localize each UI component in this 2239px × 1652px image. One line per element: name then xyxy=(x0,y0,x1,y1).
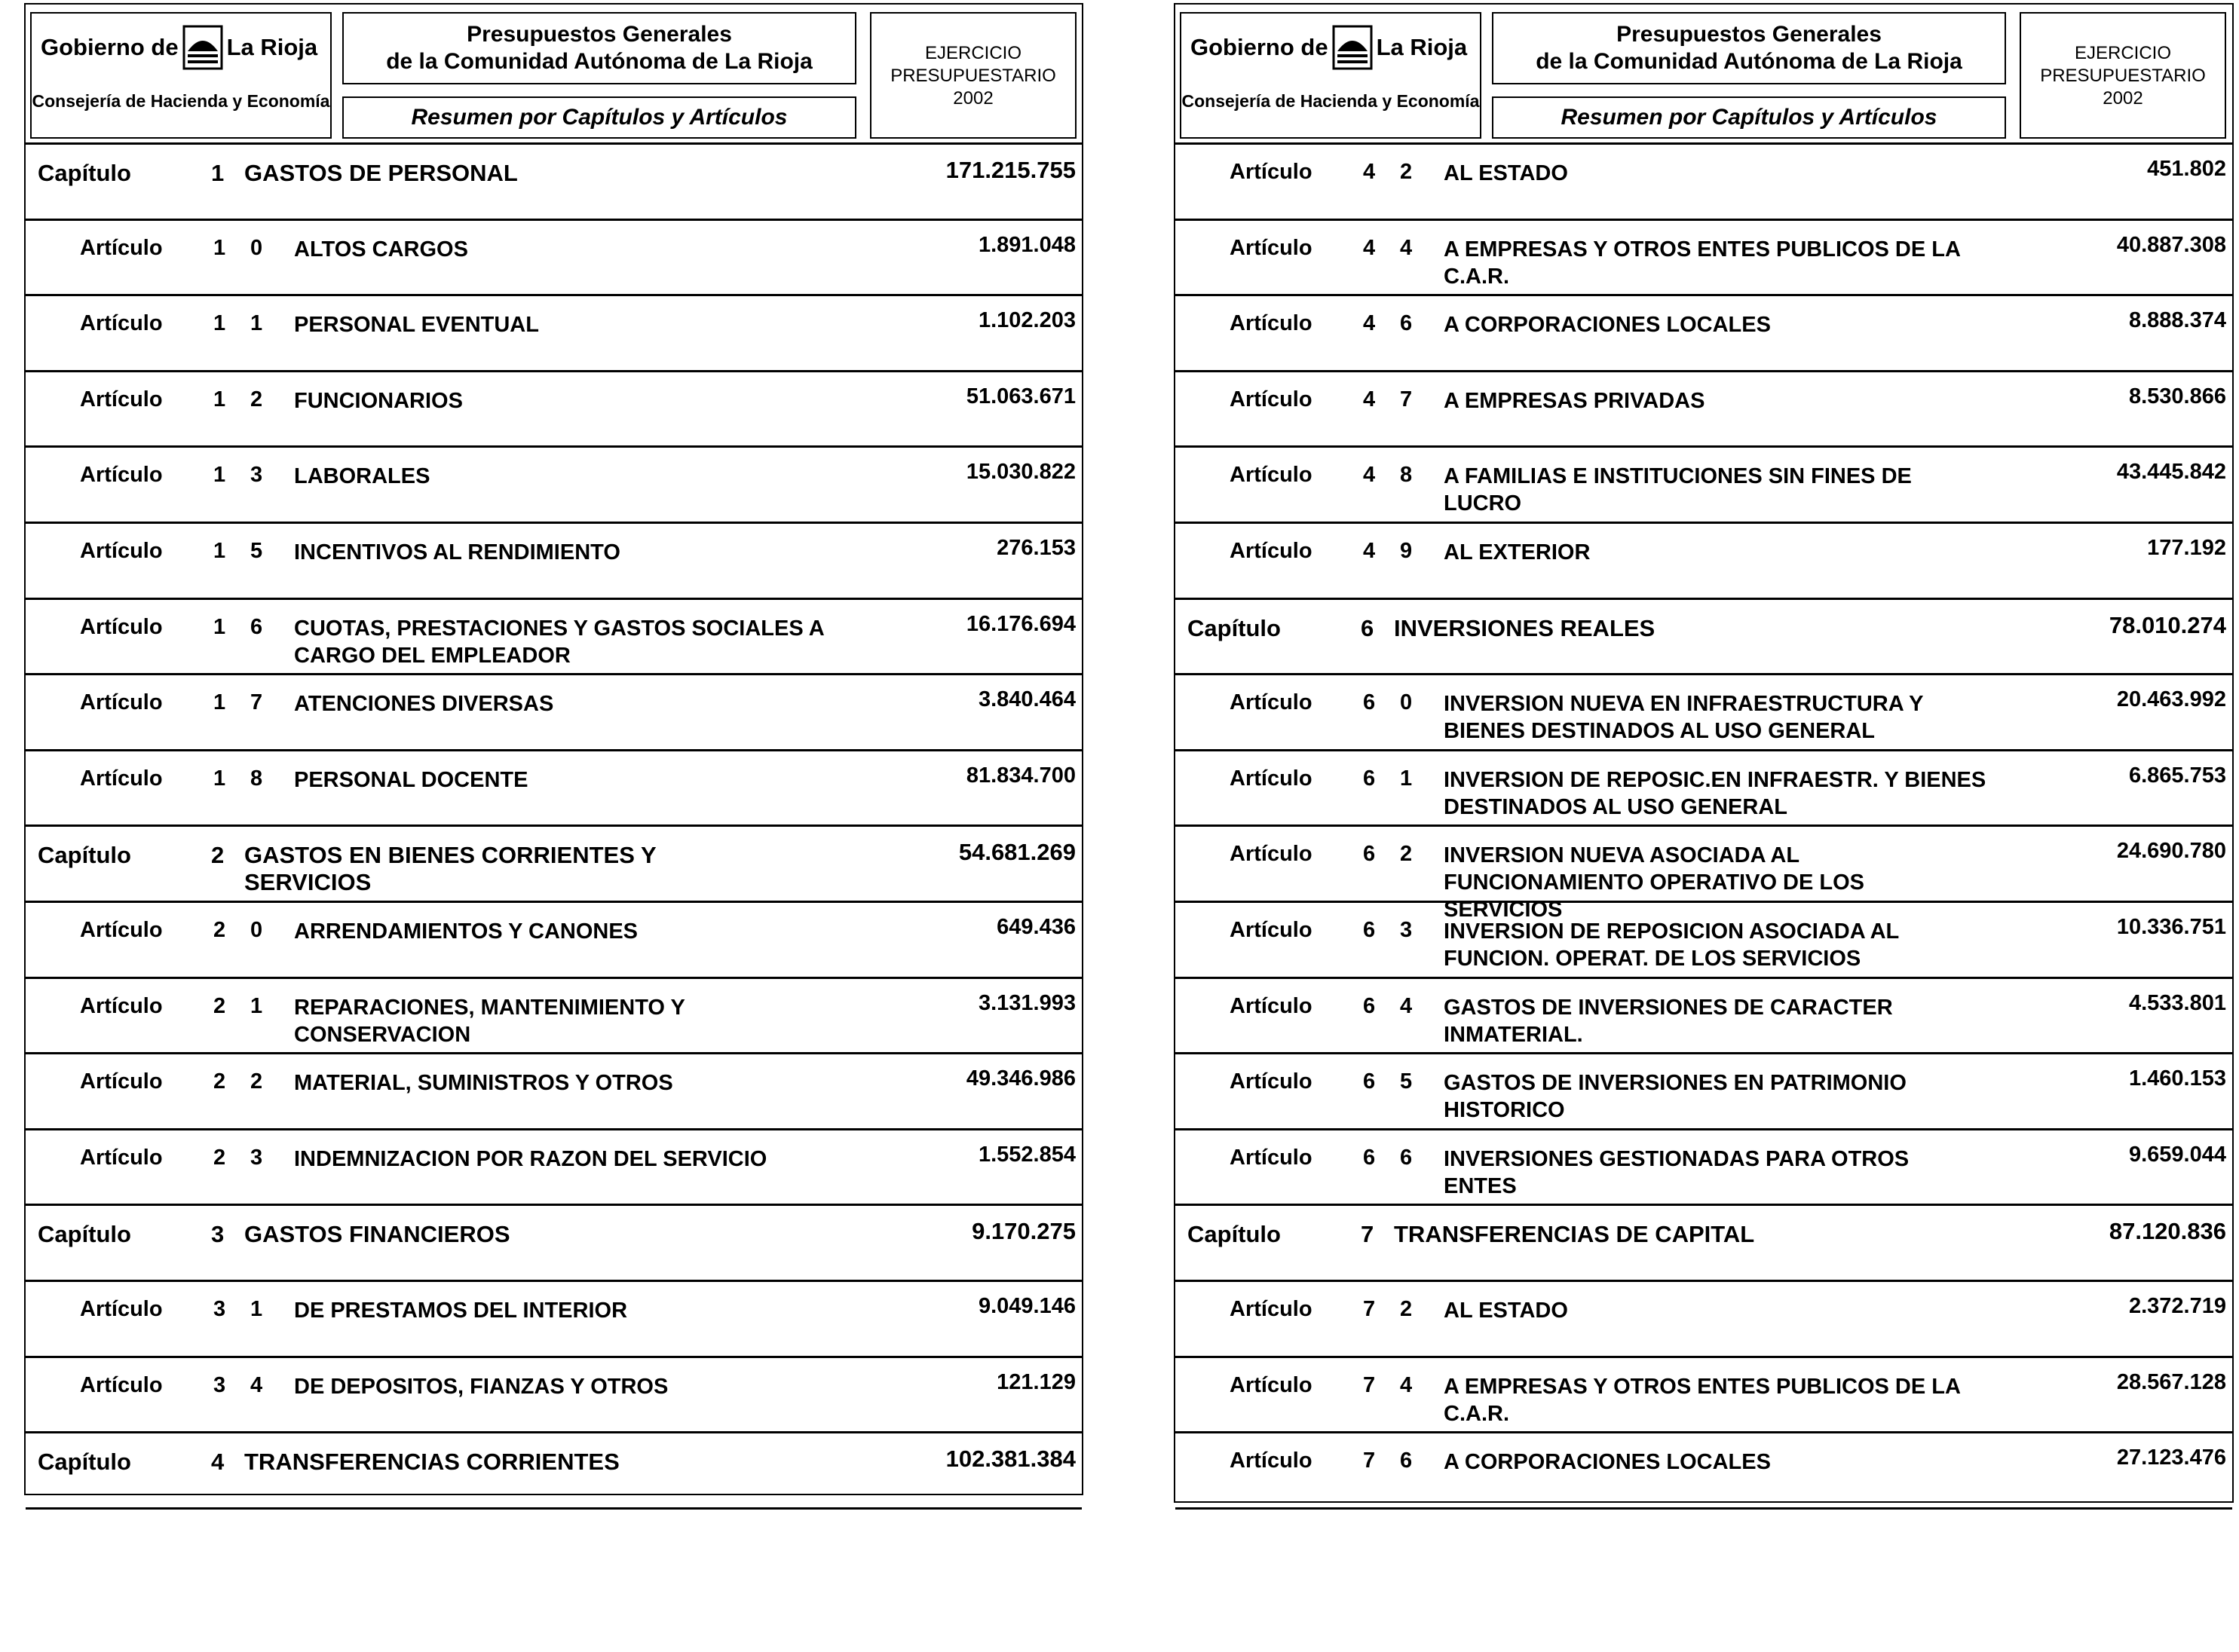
row-description: PERSONAL EVENTUAL xyxy=(294,313,539,338)
row-description: DE PRESTAMOS DEL INTERIOR xyxy=(294,1298,628,1323)
row-number-1: 1 xyxy=(213,538,226,563)
row-amount: 9.659.044 xyxy=(2128,1142,2226,1167)
row-number-1: 6 xyxy=(1363,917,1376,942)
articulo-row xyxy=(1175,1282,2232,1358)
row-number-1: 1 xyxy=(213,766,226,791)
consejeria-label: Consejería de Hacienda y Economía xyxy=(1181,91,1480,111)
row-label: Artículo xyxy=(1230,463,1312,488)
row-number-1: 6 xyxy=(1363,690,1376,715)
row-label: Artículo xyxy=(80,917,163,942)
articulo-row xyxy=(1175,1358,2232,1434)
row-number-1: 4 xyxy=(1363,160,1376,184)
row-description: A CORPORACIONES LOCALES xyxy=(1444,313,1771,338)
ejercicio-box xyxy=(870,12,1077,139)
capitulo-row xyxy=(26,1433,1082,1510)
row-amount: 121.129 xyxy=(997,1369,1076,1394)
row-label: Artículo xyxy=(1230,766,1312,791)
row-label: Capítulo xyxy=(38,842,131,869)
row-amount: 451.802 xyxy=(2147,157,2226,181)
row-description: TRANSFERENCIAS CORRIENTES xyxy=(244,1449,620,1476)
articulo-row xyxy=(1175,827,2232,922)
row-number-2: 4 xyxy=(1400,993,1413,1018)
title-line-2: de la Comunidad Autónoma de La Rioja xyxy=(1536,49,1962,74)
row-description: ATENCIONES DIVERSAS xyxy=(294,692,554,717)
row-number-1: 7 xyxy=(1363,1449,1376,1473)
row-number-1: 2 xyxy=(213,917,226,942)
row-amount: 81.834.700 xyxy=(966,763,1076,788)
row-number-1: 6 xyxy=(1363,1145,1376,1170)
row-description: INCENTIVOS AL RENDIMIENTO xyxy=(294,540,620,564)
row-amount: 10.336.751 xyxy=(2116,914,2226,939)
row-amount: 1.460.153 xyxy=(2128,1066,2226,1091)
articulo-row xyxy=(1175,372,2232,448)
capitulo-row xyxy=(1175,600,2232,676)
row-number-1: 6 xyxy=(1363,766,1376,791)
row-description: INVERSION DE REPOSICION ASOCIADA AL FUNCION. OPERAT. DE LOS SERVICIOS xyxy=(1444,919,1899,971)
government-prefix: Gobierno de xyxy=(1190,34,1328,60)
row-label: Artículo xyxy=(1230,690,1312,715)
government-name: La Rioja xyxy=(226,34,318,60)
row-number-2: 5 xyxy=(250,538,263,563)
ejercicio-year: 2002 xyxy=(2103,88,2143,109)
row-number-1: 1 xyxy=(213,387,226,411)
row-number-2: 8 xyxy=(250,766,263,791)
articulo-row xyxy=(1175,296,2232,372)
row-number-2: 3 xyxy=(250,463,263,488)
row-number-1: 2 xyxy=(211,842,225,869)
government-box xyxy=(30,12,332,139)
row-description: AL EXTERIOR xyxy=(1444,540,1591,564)
row-amount: 54.681.269 xyxy=(958,839,1076,866)
capitulo-row xyxy=(26,1206,1082,1282)
row-amount: 9.170.275 xyxy=(972,1218,1076,1245)
subtitle: Resumen por Capítulos y Artículos xyxy=(1492,96,2006,139)
articulo-row xyxy=(26,675,1082,751)
ejercicio-line-1: EJERCICIO xyxy=(2074,43,2171,63)
row-description: CUOTAS, PRESTACIONES Y GASTOS SOCIALES A CARGO DEL EMPLEADOR xyxy=(294,616,824,668)
row-label: Capítulo xyxy=(1187,614,1281,641)
row-number-1: 4 xyxy=(211,1449,225,1476)
row-amount: 40.887.308 xyxy=(2116,232,2226,257)
budget-page-right xyxy=(1174,3,2234,1503)
row-label: Artículo xyxy=(1230,1145,1312,1170)
budget-rows-left xyxy=(26,145,1082,1510)
row-label: Artículo xyxy=(80,690,163,715)
articulo-row xyxy=(26,903,1082,979)
articulo-row xyxy=(1175,903,2232,979)
row-amount: 276.153 xyxy=(997,535,1076,560)
row-amount: 6.865.753 xyxy=(2128,763,2226,788)
row-number-1: 4 xyxy=(1363,463,1376,488)
row-description: GASTOS DE INVERSIONES DE CARACTER INMATERIAL. xyxy=(1444,995,1893,1047)
row-description: INVERSIONES REALES xyxy=(1394,614,1656,641)
subtitle: Resumen por Capítulos y Artículos xyxy=(342,96,856,139)
row-number-2: 0 xyxy=(250,917,263,942)
row-number-1: 3 xyxy=(213,1296,226,1321)
row-number-1: 6 xyxy=(1363,842,1376,867)
articulo-row xyxy=(26,1130,1082,1207)
row-label: Artículo xyxy=(1230,842,1312,867)
articulo-row xyxy=(1175,448,2232,524)
title-box xyxy=(342,12,856,84)
row-number-1: 6 xyxy=(1361,614,1374,641)
articulo-row xyxy=(26,296,1082,372)
articulo-row xyxy=(1175,751,2232,828)
row-description: INVERSIONES GESTIONADAS PARA OTROS ENTES xyxy=(1444,1146,1910,1198)
row-amount: 28.567.128 xyxy=(2116,1369,2226,1394)
row-description: GASTOS FINANCIEROS xyxy=(244,1221,510,1248)
row-description: REPARACIONES, MANTENIMIENTO Y CONSERVACION xyxy=(294,995,685,1047)
row-description: INVERSION NUEVA ASOCIADA AL FUNCIONAMIENTO OPERATIVO DE LOS SERVICIOS xyxy=(1444,843,1865,922)
row-number-2: 6 xyxy=(250,614,263,639)
row-number-2: 7 xyxy=(1400,387,1413,411)
title-box xyxy=(1492,12,2006,84)
row-label: Artículo xyxy=(1230,1372,1312,1397)
row-number-2: 2 xyxy=(250,1069,263,1094)
row-number-1: 1 xyxy=(211,160,225,186)
capitulo-row xyxy=(26,827,1082,903)
row-label: Artículo xyxy=(80,235,163,260)
row-label: Artículo xyxy=(1230,993,1312,1018)
row-label: Artículo xyxy=(80,766,163,791)
page-header xyxy=(1175,5,2232,145)
la-rioja-logo-icon xyxy=(1333,26,1372,69)
row-amount: 16.176.694 xyxy=(966,611,1076,636)
row-description: DE DEPOSITOS, FIANZAS Y OTROS xyxy=(294,1374,669,1399)
articulo-row xyxy=(1175,1433,2232,1510)
row-description: TRANSFERENCIAS DE CAPITAL xyxy=(1394,1221,1755,1248)
row-description: PERSONAL DOCENTE xyxy=(294,767,528,792)
row-number-2: 2 xyxy=(1400,842,1413,867)
row-number-1: 4 xyxy=(1363,311,1376,336)
row-number-2: 0 xyxy=(1400,690,1413,715)
row-label: Artículo xyxy=(1230,1069,1312,1094)
row-number-1: 3 xyxy=(213,1372,226,1397)
row-number-1: 4 xyxy=(1363,235,1376,260)
row-number-2: 4 xyxy=(1400,1372,1413,1397)
row-label: Artículo xyxy=(1230,311,1312,336)
row-amount: 1.102.203 xyxy=(978,308,1076,333)
row-amount: 27.123.476 xyxy=(2116,1446,2226,1470)
row-number-2: 1 xyxy=(250,1296,263,1321)
row-number-1: 1 xyxy=(213,311,226,336)
row-amount: 102.381.384 xyxy=(945,1446,1076,1473)
row-number-1: 4 xyxy=(1363,387,1376,411)
row-amount: 3.131.993 xyxy=(978,990,1076,1015)
la-rioja-logo-icon xyxy=(183,26,222,69)
row-amount: 15.030.822 xyxy=(966,460,1076,485)
articulo-row xyxy=(26,372,1082,448)
row-description: A EMPRESAS Y OTROS ENTES PUBLICOS DE LA C.A.R. xyxy=(1444,1374,1960,1426)
ejercicio-line-2: PRESUPUESTARIO xyxy=(890,66,1056,86)
row-description: MATERIAL, SUMINISTROS Y OTROS xyxy=(294,1071,673,1096)
government-prefix: Gobierno de xyxy=(41,34,179,60)
budget-page-left xyxy=(24,3,1083,1495)
row-number-2: 1 xyxy=(250,311,263,336)
row-number-1: 6 xyxy=(1363,993,1376,1018)
row-description: A EMPRESAS PRIVADAS xyxy=(1444,388,1705,413)
row-number-1: 1 xyxy=(213,614,226,639)
row-number-2: 6 xyxy=(1400,1145,1413,1170)
ejercicio-line-1: EJERCICIO xyxy=(924,43,1021,63)
row-label: Artículo xyxy=(80,1372,163,1397)
row-description: INDEMNIZACION POR RAZON DEL SERVICIO xyxy=(294,1146,767,1171)
articulo-row xyxy=(26,524,1082,600)
budget-rows-right xyxy=(1175,145,2232,1510)
row-description: LABORALES xyxy=(294,464,430,489)
row-amount: 87.120.836 xyxy=(2109,1218,2226,1245)
row-amount: 171.215.755 xyxy=(945,157,1076,183)
row-label: Capítulo xyxy=(38,160,131,186)
row-number-2: 9 xyxy=(1400,538,1413,563)
row-label: Capítulo xyxy=(1187,1221,1281,1248)
row-description: GASTOS DE INVERSIONES EN PATRIMONIO HISTORICO xyxy=(1444,1071,1907,1123)
row-description: ARRENDAMIENTOS Y CANONES xyxy=(294,919,639,944)
row-number-1: 1 xyxy=(213,235,226,260)
row-label: Artículo xyxy=(80,1145,163,1170)
row-amount: 49.346.986 xyxy=(966,1066,1076,1091)
row-amount: 2.372.719 xyxy=(2128,1293,2226,1318)
articulo-row xyxy=(26,600,1082,676)
row-label: Artículo xyxy=(1230,538,1312,563)
title-line-2: de la Comunidad Autónoma de La Rioja xyxy=(386,49,813,74)
row-description: INVERSION NUEVA EN INFRAESTRUCTURA Y BIENES DESTINADOS AL USO GENERAL xyxy=(1444,692,1923,744)
row-number-1: 6 xyxy=(1363,1069,1376,1094)
row-label: Artículo xyxy=(80,614,163,639)
articulo-row xyxy=(26,979,1082,1055)
row-number-2: 7 xyxy=(250,690,263,715)
articulo-row xyxy=(1175,675,2232,751)
row-number-1: 2 xyxy=(213,1069,226,1094)
row-number-2: 5 xyxy=(1400,1069,1413,1094)
title-line-1: Presupuestos Generales xyxy=(1616,22,1882,47)
ejercicio-box xyxy=(2020,12,2226,139)
ejercicio-line-2: PRESUPUESTARIO xyxy=(2040,66,2206,86)
row-number-1: 1 xyxy=(213,463,226,488)
row-amount: 24.690.780 xyxy=(2116,839,2226,864)
row-amount: 8.530.866 xyxy=(2128,384,2226,408)
row-number-2: 2 xyxy=(1400,1296,1413,1321)
row-amount: 78.010.274 xyxy=(2109,611,2226,638)
row-label: Artículo xyxy=(80,463,163,488)
articulo-row xyxy=(1175,524,2232,600)
row-label: Capítulo xyxy=(38,1449,131,1476)
row-amount: 51.063.671 xyxy=(966,384,1076,408)
row-description: ALTOS CARGOS xyxy=(294,237,468,262)
row-number-1: 2 xyxy=(213,1145,226,1170)
row-number-2: 3 xyxy=(250,1145,263,1170)
articulo-row xyxy=(1175,1130,2232,1207)
row-amount: 20.463.992 xyxy=(2116,687,2226,712)
row-label: Artículo xyxy=(80,1296,163,1321)
title-line-1: Presupuestos Generales xyxy=(467,22,732,47)
articulo-row xyxy=(1175,221,2232,297)
articulo-row xyxy=(1175,145,2232,221)
capitulo-row xyxy=(26,145,1082,221)
row-amount: 3.840.464 xyxy=(978,687,1076,712)
row-amount: 4.533.801 xyxy=(2128,990,2226,1015)
articulo-row xyxy=(1175,1054,2232,1130)
row-label: Artículo xyxy=(80,387,163,411)
row-number-2: 6 xyxy=(1400,311,1413,336)
row-amount: 1.891.048 xyxy=(978,232,1076,257)
ejercicio-year: 2002 xyxy=(953,88,994,109)
row-number-1: 2 xyxy=(213,993,226,1018)
row-label: Artículo xyxy=(1230,917,1312,942)
articulo-row xyxy=(26,1358,1082,1434)
row-number-1: 1 xyxy=(213,690,226,715)
row-label: Artículo xyxy=(80,993,163,1018)
row-description: A CORPORACIONES LOCALES xyxy=(1444,1450,1771,1475)
row-label: Artículo xyxy=(80,538,163,563)
row-label: Artículo xyxy=(1230,1449,1312,1473)
row-number-2: 0 xyxy=(250,235,263,260)
row-amount: 8.888.374 xyxy=(2128,308,2226,333)
row-label: Artículo xyxy=(1230,235,1312,260)
capitulo-row xyxy=(1175,1206,2232,1282)
row-number-2: 4 xyxy=(250,1372,263,1397)
row-label: Artículo xyxy=(1230,387,1312,411)
row-number-1: 7 xyxy=(1363,1372,1376,1397)
row-number-2: 4 xyxy=(1400,235,1413,260)
row-description: AL ESTADO xyxy=(1444,161,1568,185)
row-description: INVERSION DE REPOSIC.EN INFRAESTR. Y BIENES DESTINADOS AL USO GENERAL xyxy=(1444,767,1986,819)
row-description: A EMPRESAS Y OTROS ENTES PUBLICOS DE LA C.A.R. xyxy=(1444,237,1960,289)
row-number-1: 4 xyxy=(1363,538,1376,563)
articulo-row xyxy=(1175,979,2232,1055)
page-header xyxy=(26,5,1082,145)
row-label: Capítulo xyxy=(38,1221,131,1248)
row-description: AL ESTADO xyxy=(1444,1298,1568,1323)
row-number-1: 7 xyxy=(1361,1221,1374,1248)
row-amount: 1.552.854 xyxy=(978,1142,1076,1167)
row-amount: 649.436 xyxy=(997,914,1076,939)
consejeria-label: Consejería de Hacienda y Economía xyxy=(32,91,330,111)
row-amount: 43.445.842 xyxy=(2116,460,2226,485)
row-label: Artículo xyxy=(80,1069,163,1094)
row-description: GASTOS DE PERSONAL xyxy=(244,160,518,186)
row-description: A FAMILIAS E INSTITUCIONES SIN FINES DE LUCRO xyxy=(1444,464,1912,516)
row-number-1: 7 xyxy=(1363,1296,1376,1321)
articulo-row xyxy=(26,448,1082,524)
government-box xyxy=(1180,12,1481,139)
government-name: La Rioja xyxy=(1376,34,1468,60)
row-number-2: 2 xyxy=(250,387,263,411)
row-label: Artículo xyxy=(80,311,163,336)
articulo-row xyxy=(26,751,1082,828)
articulo-row xyxy=(26,1282,1082,1358)
row-number-1: 3 xyxy=(211,1221,225,1248)
articulo-row xyxy=(26,1054,1082,1130)
row-label: Artículo xyxy=(1230,1296,1312,1321)
row-number-2: 1 xyxy=(250,993,263,1018)
row-amount: 177.192 xyxy=(2147,535,2226,560)
row-description: FUNCIONARIOS xyxy=(294,388,463,413)
row-number-2: 3 xyxy=(1400,917,1413,942)
row-number-2: 1 xyxy=(1400,766,1413,791)
row-number-2: 2 xyxy=(1400,160,1413,184)
row-label: Artículo xyxy=(1230,160,1312,184)
row-description: GASTOS EN BIENES CORRIENTES Y SERVICIOS xyxy=(244,842,657,896)
row-number-2: 6 xyxy=(1400,1449,1413,1473)
row-number-2: 8 xyxy=(1400,463,1413,488)
articulo-row xyxy=(26,221,1082,297)
row-amount: 9.049.146 xyxy=(978,1293,1076,1318)
